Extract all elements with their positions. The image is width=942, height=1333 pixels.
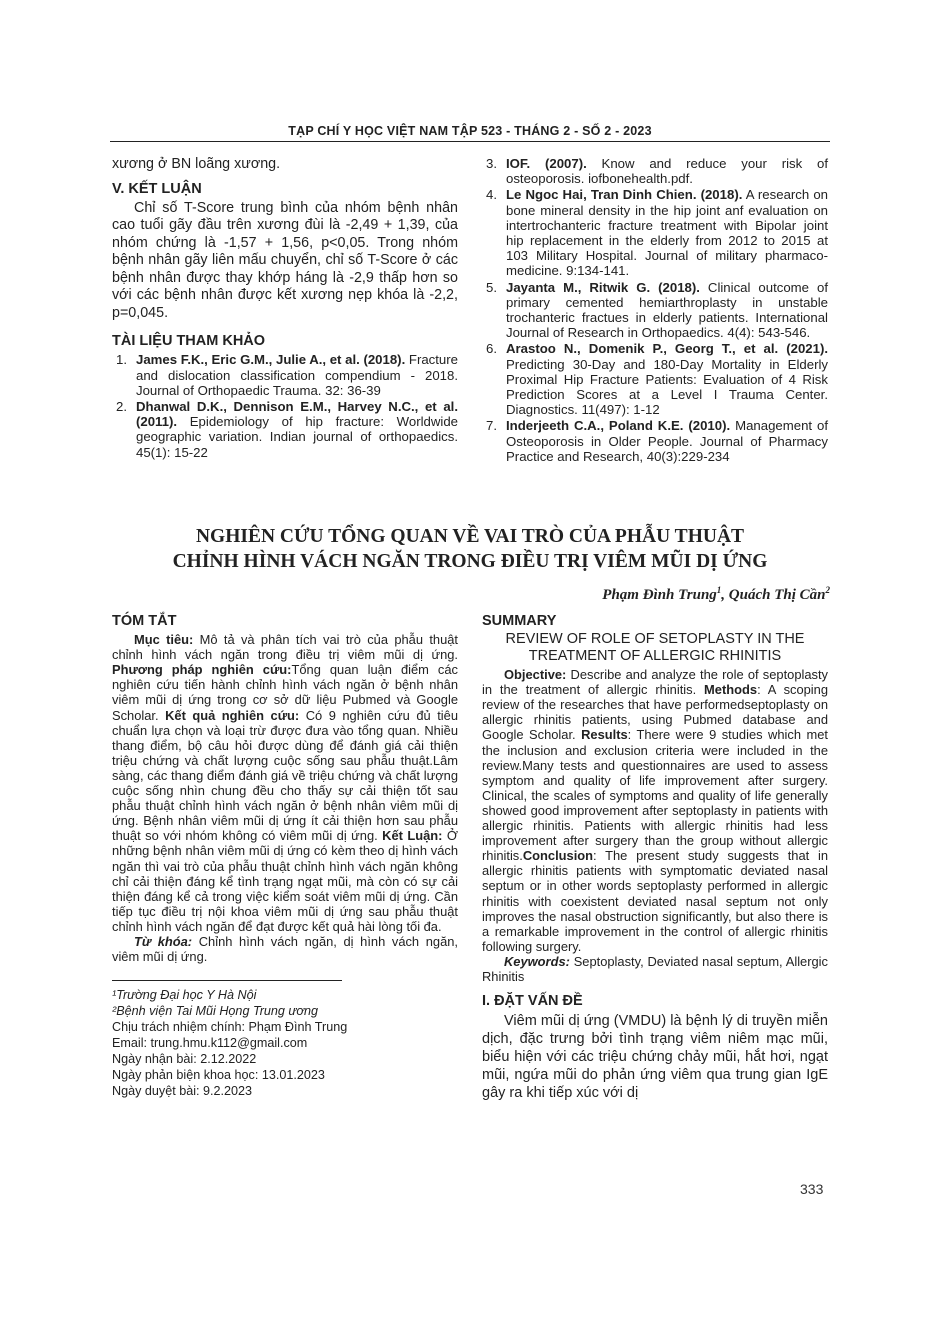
reference-number: 3. (486, 156, 497, 171)
text: Ở những bệnh nhân viêm mũi dị ứng có kèm theo dị hình vách ngăn thì vai trò của phẫu thuật chỉnh hình vách ngăn không chỉ cải thiện đáng kể tình trạng ngạt mũi, mà còn có sự cải thiện đáng kể cả trong việc kiểm soát viêm mũi dị ứng. Cần tiếp tục điều trị nội khoa viêm mũi dị ứng sau phẫu thuật chỉnh hình vách ngăn để đạt được kết quả hài lòng tối đa. (112, 828, 458, 934)
intro-text: Viêm mũi dị ứng (VMDU) là bệnh lý di truyền miễn dịch, đặc trưng bởi tình trạng viêm niêm mạc mũi, biểu hiện với các triệu chứng chảy mũi, hắt hơi, ngạt mũi, ngứa mũi do phản ứng viêm qua trung gian IgE gây ra khi tiếp xúc với dị (482, 1013, 828, 1102)
summary-heading: SUMMARY (482, 613, 557, 629)
label: Objective: (504, 667, 567, 683)
text: : There were 9 studies which met the inclusion and exclusion criteria were included in the review.Many tests and questionnaires are used to assess symptom and quality of life improvement after surgery. Clinical, the scales of symptoms and quality of life generally showed good improvement after septoplasty in patients with allergic rhinitis. Patients with allergic rhinitis had less improvement after surgery than the group without allergic rhinitis. (482, 727, 828, 864)
reference-item (482, 418, 828, 464)
footnotes (112, 987, 458, 1099)
summary-title-line2: TREATMENT OF ALLERGIC RHINITIS (528, 648, 782, 665)
article-title-line1: NGHIÊN CỨU TỔNG QUAN VỀ VAI TRÒ CỦA PHẪU THUẬT (195, 526, 745, 547)
reference-authors: James F.K., Eric G.M., Julie A., et al. (2018). (136, 352, 406, 368)
reference-authors: Arastoo N., Domenik P., Georg T., et al. (2021). (506, 341, 828, 357)
reference-text: Predicting 30-Day and 180-Day Mortality in Elderly Proximal Hip Fracture Patients: Evaluation of 4 Risk Prediction Scores at a Level I Trauma Center. Diagnostics. 11(497): 1-12 (506, 356, 828, 418)
references-list-left (112, 352, 458, 459)
prev-article-left-column (112, 156, 458, 461)
text: : A scoping review of the researches that have performedseptoplasty on allergic rhinitis patients, using Pubmed database and Google Scholar. (482, 682, 828, 743)
reference-item (482, 280, 828, 341)
reference-text: Epidemiology of hip fracture: Worldwide geographic variation. Indian journal of orthopaedics. 45(1): 15-22 (136, 414, 458, 460)
references-list-right (482, 156, 828, 464)
footnote-received: Ngày nhận bài: 2.12.2022 (112, 1052, 257, 1067)
article-authors (602, 585, 830, 604)
footnote-affiliation-1: ¹Trường Đại học Y Hà Nội (112, 988, 257, 1003)
reference-text: Management of Osteoporosis in Older People. Journal of Pharmacy Practice and Research, 40(3):229-234 (506, 418, 828, 464)
reference-text: Fracture and dislocation classification compendium - 2018. Journal of Orthopaedic Trauma. 32: 36-39 (136, 352, 458, 398)
reference-number: 5. (486, 279, 497, 295)
footnote-responsible: Chịu trách nhiệm chính: Phạm Đình Trung (112, 1020, 348, 1035)
reference-text: A research on bone mineral density in the hip joint anf evaluation on intertrochanteric fracture treatment with Bipolar joint hip replacement in the elderly from 2012 to 2015 at 103 Military Hospital. Journal of military pharmaco-medicine. 9:134-141. (506, 187, 828, 279)
label: Conclusion (522, 848, 594, 864)
author-name: Quách Thị Cần (728, 587, 826, 603)
prev-article-right-column (482, 156, 828, 465)
tukhoa (112, 934, 458, 964)
article-title (110, 524, 830, 574)
carryover-text: xương ở BN loãng xương. (112, 156, 281, 172)
abstract-vi-column (112, 614, 458, 1099)
intro-heading: I. ĐẶT VẤN ĐỀ (482, 993, 583, 1010)
summary-en-column (482, 614, 828, 1102)
summary-title (482, 631, 828, 665)
summary-title-line1: REVIEW OF ROLE OF SETOPLASTY IN THE (505, 631, 805, 648)
author-affiliation-mark: 2 (825, 585, 830, 595)
author-name: Phạm Đình Trung (602, 587, 717, 603)
page-number: 333 (800, 1181, 824, 1197)
text: Chỉnh hình vách ngăn, dị hình vách ngăn, viêm mũi dị ứng. (112, 933, 458, 965)
reference-authors: IOF. (2007). (506, 156, 587, 171)
article-title-line2: CHỈNH HÌNH VÁCH NGĂN TRONG ĐIỀU TRỊ VIÊM MŨI DỊ ỨNG (172, 551, 768, 572)
footnote-rule (112, 980, 342, 981)
reference-authors: Dhanwal D.K., Dennison E.M., Harvey N.C., et al. (2011). (136, 399, 458, 430)
reference-number: 7. (486, 418, 497, 434)
reference-item (482, 341, 828, 417)
text: Tổng quan luận điểm các nghiên cứu tiến hành chỉnh hình vách ngăn ở bệnh nhân viêm mũi dị ứng trong cơ sở dữ liệu Pubmed và Google Scholar. (112, 662, 458, 723)
reference-item (112, 352, 458, 398)
label: Từ khóa: (134, 933, 193, 949)
label: Results (575, 727, 628, 743)
footnote-affiliation-2: ²Bệnh viện Tai Mũi Họng Trung ương (112, 1004, 319, 1019)
references-heading: TÀI LIỆU THAM KHẢO (112, 333, 266, 350)
footnote-reviewed: Ngày phản biện khoa học: 13.01.2023 (112, 1068, 325, 1083)
label: Mục tiêu: (134, 632, 194, 648)
reference-number: 2. (116, 399, 127, 415)
tomtat-body (112, 632, 458, 934)
header-rule (110, 141, 830, 142)
author-separator: , (721, 587, 729, 603)
text: Có 9 nghiên cứu đủ tiêu chuẩn lựa chọn và loại trừ được đưa vào tổng quan. Nhiều thang điểm, bộ câu hỏi được dùng để đánh giá cải thiện triệu chứng và chất lượng cuộc sống sau phẫu thuật.Lâm sàng, các thang điểm đánh giá về triệu chứng và chất lượng cuộc sống nhìn chung đều cho thấy sự cải thiện tốt sau phẫu thuật chỉnh hình vách ngăn ở bệnh nhân viêm mũi dị ứng. Bệnh nhân viêm mũi dị ứng ít cải thiện hơn sau phẫu thuật so với nhóm không có viêm mũi dị ứng. (112, 707, 458, 844)
text: Mô tả và phân tích vai trò của phẫu thuật chỉnh hình vách ngăn trong điều trị viêm mũi dị ứng. (112, 632, 458, 663)
reference-authors: Le Ngoc Hai, Tran Dinh Chien. (2018). (506, 187, 743, 203)
conclusion-text: Chỉ số T-Score trung bình của nhóm bệnh nhân cao tuổi gãy đầu trên xương đùi là -2,49 + 1,39, của nhóm chứng là -1,57 + 1,56, p<0,05. Trong nhóm bệnh nhân gãy liên mấu chuyển, chỉ số T-Score ở các bệnh nhân được thay khớp háng là -2,9 thấp hơn so với các bệnh nhân được kết xương nẹp khóa là -2,2, p=0,045. (112, 199, 458, 321)
label: Phương pháp nghiên cứu: (112, 662, 292, 678)
journal-header: TẠP CHÍ Y HỌC VIỆT NAM TẬP 523 - THÁNG 2 - SỐ 2 - 2023 (288, 124, 652, 138)
label: Methods (696, 682, 758, 698)
summary-body (482, 667, 828, 954)
reference-number: 6. (486, 341, 497, 357)
reference-number: 1. (116, 352, 127, 368)
reference-item (482, 156, 828, 186)
text: : The present study suggests that in allergic rhinitis patients with symptomatic deviated nasal septum or in other words septoplasty performed in allergic rhinitis with coexistent deviated nasal septum not only improves the nasal obstruction significantly, but also there is a remarkable improvement in the control of allergic rhinitis following surgery. (482, 848, 828, 954)
footnote-email: Email: trung.hmu.k112@gmail.com (112, 1036, 308, 1051)
reference-item (482, 187, 828, 278)
label: Kết Luận: (377, 828, 443, 844)
reference-number: 4. (486, 187, 497, 203)
text: Septoplasty, Deviated nasal septum, Allergic Rhinitis (482, 953, 828, 984)
label: Keywords: (504, 953, 570, 969)
reference-text: Know and reduce your risk of osteoporosis. iofbonehealth.pdf. (506, 156, 828, 187)
author-affiliation-mark: 1 (716, 585, 722, 595)
reference-authors: Jayanta M., Ritwik G. (2018). (506, 279, 700, 295)
text: Describe and analyze the role of septoplasty in the treatment of allergic rhinitis. (482, 667, 828, 698)
label: Kết quả nghiên cứu: (158, 707, 300, 723)
reference-item (112, 399, 458, 460)
footnote-approved: Ngày duyệt bài: 9.2.2023 (112, 1084, 253, 1099)
reference-authors: Inderjeeth C.A., Poland K.E. (2010). (506, 418, 731, 434)
conclusion-heading: V. KẾT LUẬN (112, 180, 202, 197)
tomtat-heading: TÓM TẮT (112, 613, 177, 629)
reference-text: Clinical outcome of primary cemented hemiarthroplasty in unstable trochanteric fractues in elderly patients. International Journal of Research in Orthopaedics. 4(4): 543-546. (506, 279, 828, 341)
keywords (482, 954, 828, 984)
